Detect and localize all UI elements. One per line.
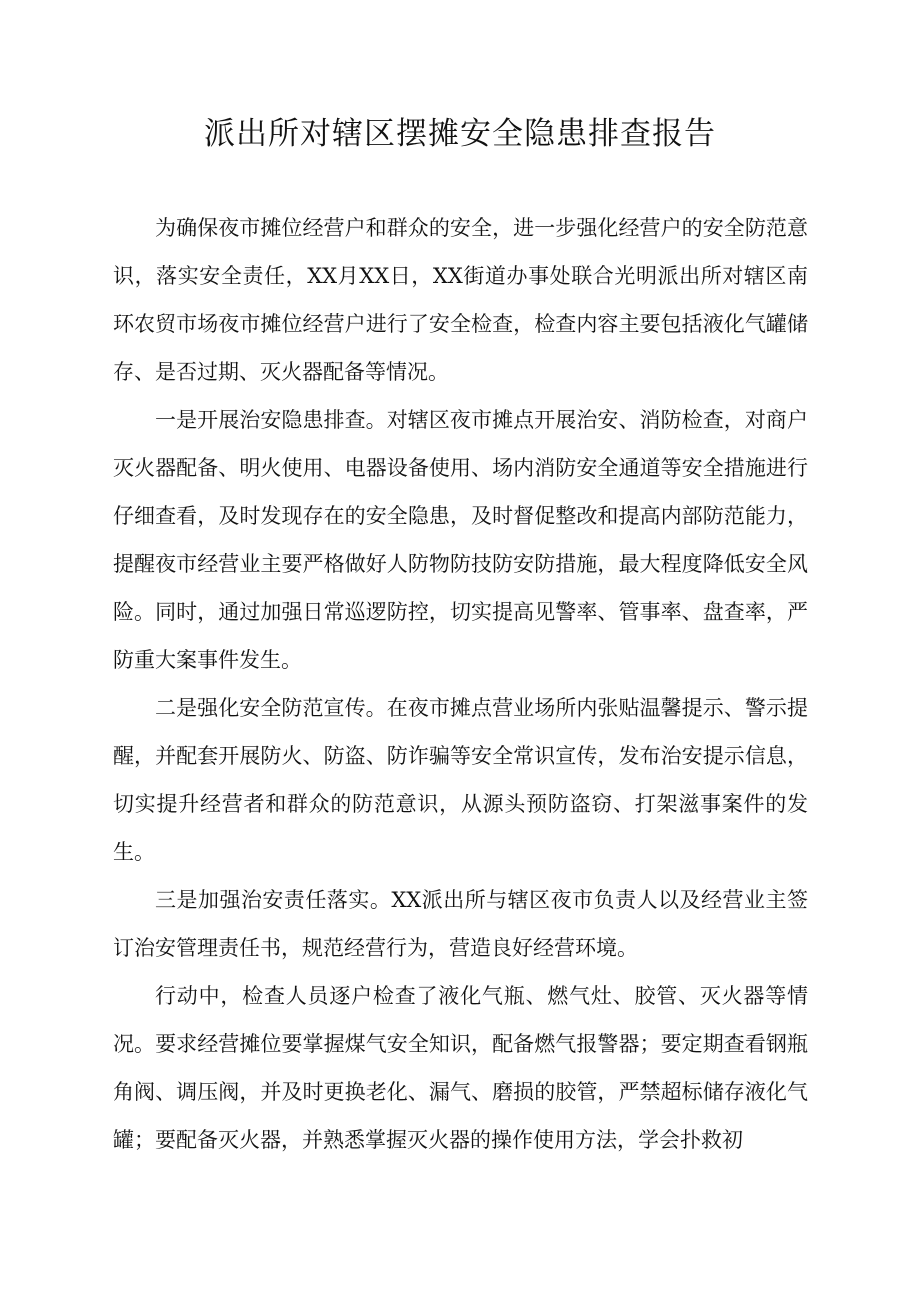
document-title: 派出所对辖区摆摊安全隐患排查报告 [204,116,716,152]
paragraph-intro: 为确保夜市摊位经营户和群众的安全，进一步强化经营户的安全防范意识，落实安全责任，XX月XX日，XX街道办事处联合光明派出所对辖区南环农贸市场夜市摊位经营户进行了安全检查，检查内容主要包括液化气罐储存、是否过期、灭火器配备等情况。 [113,216,808,384]
paragraph-inspection-action: 行动中，检查人员逐户检查了液化气瓶、燃气灶、胶管、灭火器等情况。要求经营摊位要掌握煤气安全知识，配备燃气报警器；要定期查看钢瓶角阀、调压阀，并及时更换老化、漏气、磨损的胶管，严禁超标储存液化气罐；要配备灭火器，并熟悉掌握灭火器的操作使用方法，学会扑救初 [113,984,808,1152]
paragraph-safety-publicity: 二是强化安全防范宣传。在夜市摊点营业场所内张贴温馨提示、警示提醒，并配套开展防火、防盗、防诈骗等安全常识宣传，发布治安提示信息，切实提升经营者和群众的防范意识，从源头预防盗窃、打架滋事案件的发生。 [113,696,808,864]
paragraph-responsibility: 三是加强治安责任落实。XX派出所与辖区夜市负责人以及经营业主签订治安管理责任书，规范经营行为，营造良好经营环境。 [113,888,808,960]
document-body [113,204,808,1164]
paragraph-hazard-inspection: 一是开展治安隐患排查。对辖区夜市摊点开展治安、消防检查，对商户灭火器配备、明火使用、电器设备使用、场内消防安全通道等安全措施进行仔细查看，及时发现存在的安全隐患，及时督促整改和提高内部防范能力，提醒夜市经营业主要严格做好人防物防技防安防措施，最大程度降低安全风险。同时，通过加强日常巡逻防控，切实提高见警率、管事率、盘查率，严防重大案事件发生。 [113,408,808,672]
